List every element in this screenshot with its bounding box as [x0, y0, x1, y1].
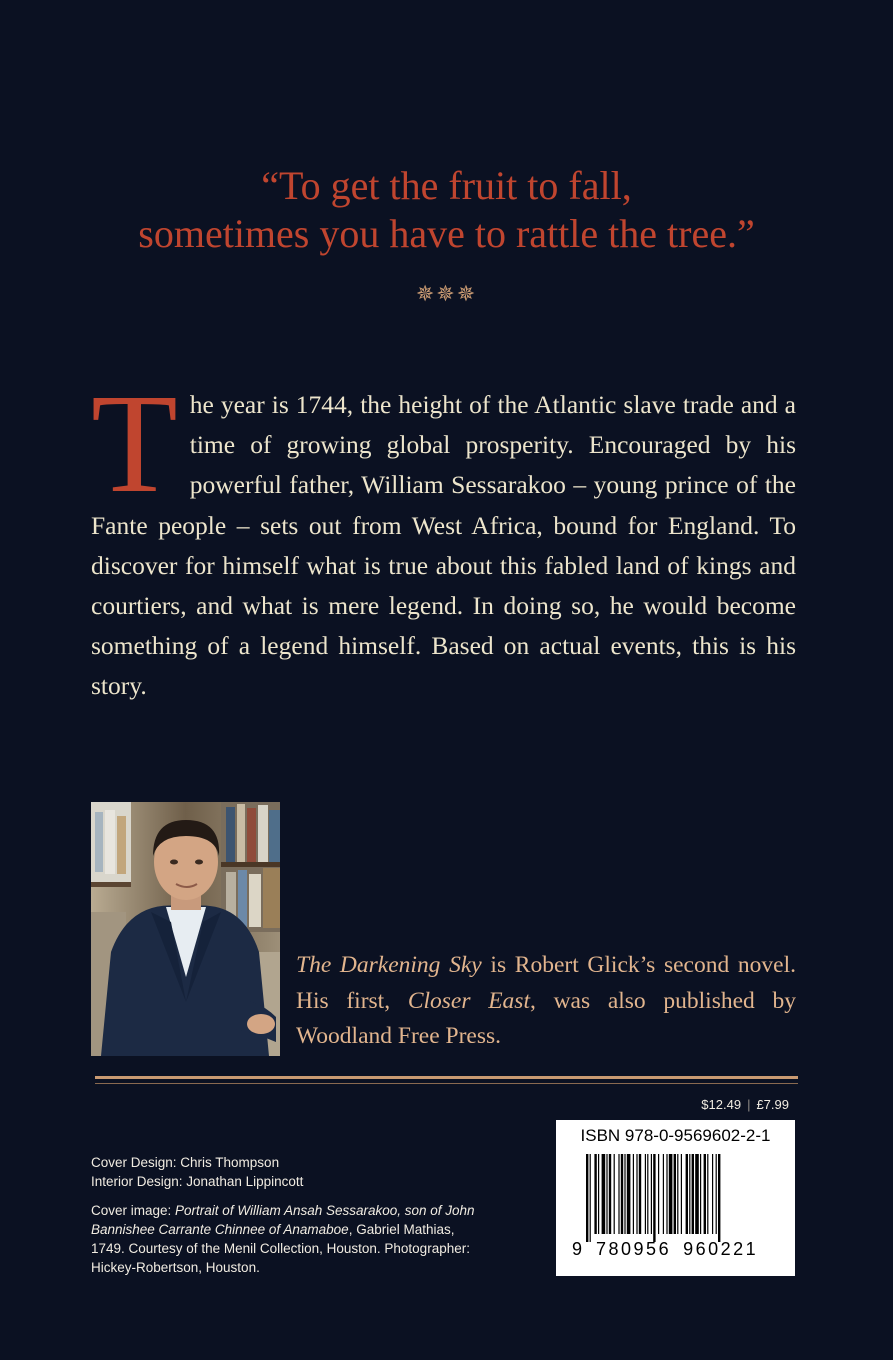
barcode-bar: [594, 1154, 596, 1234]
barcode-bar: [677, 1154, 678, 1234]
cover-image-title: Portrait of William Ansah Sessarakoo, son of John Bannishee Carrante Chinnee of Anamaboe: [91, 1203, 475, 1237]
barcode-bar: [627, 1154, 631, 1234]
barcode-bar: [689, 1154, 690, 1234]
barcode-bar: [718, 1154, 720, 1242]
divider-rule-thin: [95, 1083, 798, 1084]
barcode-bar: [695, 1154, 699, 1234]
barcode-bar: [633, 1154, 634, 1234]
barcode-digits: [572, 1239, 758, 1260]
barcode-bar: [639, 1154, 641, 1234]
drop-cap: T: [91, 364, 178, 522]
author-bio: [296, 948, 796, 1055]
bio-text-1: is Robert Glick’s second novel. His first,: [296, 952, 796, 1014]
barcode-bar: [653, 1154, 655, 1242]
barcode-bars: [586, 1154, 764, 1252]
isbn-number: ISBN 978-0-9569602-2-1: [580, 1126, 771, 1145]
barcode-bar: [609, 1154, 611, 1234]
divider-rule: [95, 1076, 798, 1079]
price-separator: |: [747, 1097, 751, 1112]
barcode-bar: [614, 1154, 615, 1234]
book-title-closer-east: Closer East: [407, 987, 530, 1014]
barcode-bar: [669, 1154, 673, 1234]
barcode-bar: [621, 1154, 623, 1234]
barcode-bar: [707, 1154, 708, 1234]
price-usd: $12.49: [701, 1097, 742, 1112]
barcode-bar: [636, 1154, 637, 1234]
pull-quote: [0, 162, 893, 258]
barcode-bar: [645, 1154, 646, 1234]
star-ornament-icon: ✵✵✵: [415, 282, 478, 307]
barcode-bar: [602, 1154, 606, 1234]
book-title-darkening-sky: The Darkening Sky: [296, 952, 482, 978]
barcode-bar: [700, 1154, 701, 1234]
barcode-bar: [598, 1154, 599, 1234]
bio-text-2: , was also published by Woodland Free Press.: [296, 987, 796, 1049]
barcode-bar: [624, 1154, 625, 1234]
barcode-bar: [663, 1154, 664, 1234]
barcode-bar: [658, 1154, 659, 1234]
barcode-bar: [651, 1154, 652, 1234]
barcode-bar: [712, 1154, 713, 1234]
blurb-text: he year is 1744, the height of the Atlantic slave trade and a time of growing global prosperity. Encouraged by his powerful father, William Sessarakoo – young prince of the Fante people – sets out from West Africa, bound for England. To discover for himself what is true about this fabled land of kings and courtiers, and what is mere legend. In doing so, he would become something of a legend himself. Based on actual events, this is his story.: [91, 390, 796, 701]
barcode-bar: [686, 1154, 688, 1234]
barcode-bar: [674, 1154, 676, 1234]
barcode-bar: [704, 1154, 706, 1234]
credits: [91, 1153, 491, 1277]
barcode-bar: [647, 1154, 648, 1234]
cover-design-credit: Cover Design: Chris Thompson: [91, 1155, 280, 1170]
barcode-bar: [618, 1154, 619, 1234]
barcode-bar: [606, 1154, 607, 1234]
interior-design-credit: Interior Design: Jonathan Lippincott: [91, 1174, 304, 1189]
price-line: [701, 1097, 789, 1112]
barcode-bar: [692, 1154, 694, 1234]
barcode-digits-left: 780956: [596, 1239, 672, 1259]
isbn-barcode: [556, 1120, 795, 1276]
price-gbp: £7.99: [756, 1097, 789, 1112]
barcode-bar: [590, 1154, 591, 1242]
barcode-bar: [586, 1154, 588, 1242]
barcode-digit-first: 9: [572, 1239, 583, 1259]
author-photo: [91, 802, 280, 1056]
pull-quote-line-1: “To get the fruit to fall,: [261, 163, 632, 208]
barcode-bar: [716, 1154, 717, 1234]
cover-image-credit: Cover image: Portrait of William Ansah Sessarakoo, son of John Bannishee Carrante Chinnee of Anamaboe, Gabriel Mathias, 1749. Courtesy of the Menil Collection, Houston. Photographer: Hickey-Robertson, Houston.: [91, 1203, 475, 1275]
barcode-bar: [666, 1154, 667, 1234]
book-blurb: [91, 364, 796, 707]
barcode-digits-right: 960221: [683, 1239, 759, 1259]
author-portrait-image: [91, 802, 280, 1056]
pull-quote-line-2: sometimes you have to rattle the tree.”: [138, 211, 755, 256]
barcode-bar: [681, 1154, 682, 1234]
